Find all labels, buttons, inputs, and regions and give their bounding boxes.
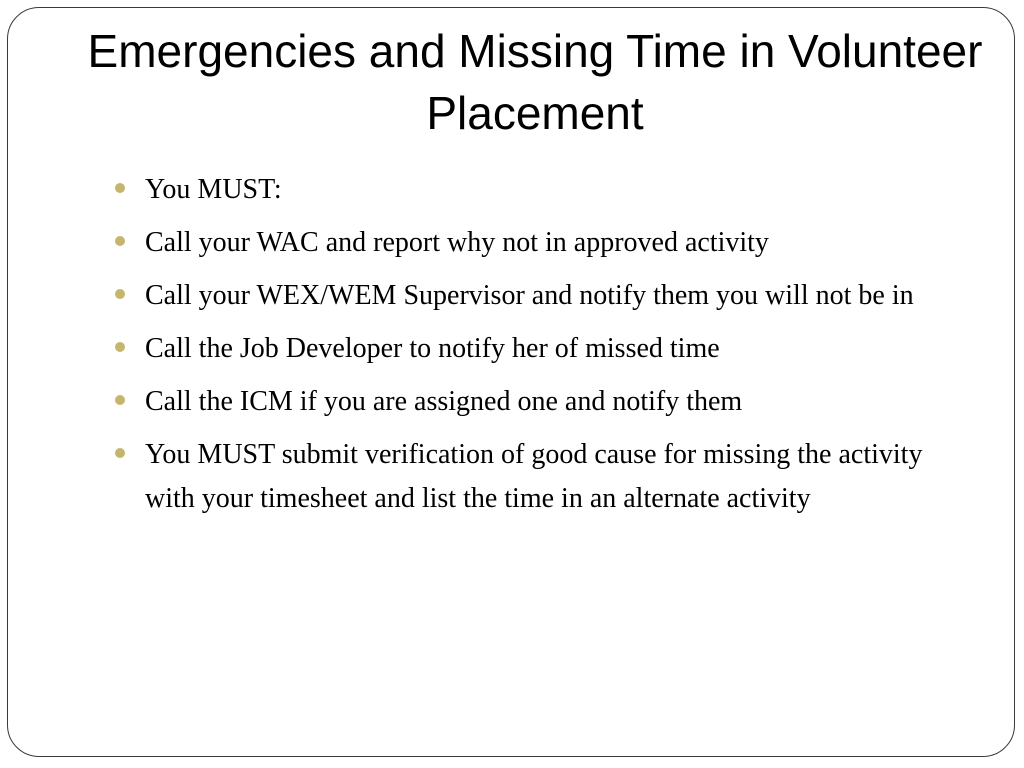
bullet-item: [113, 380, 963, 424]
bullet-dot-icon: [115, 236, 125, 246]
bullet-list: [113, 168, 963, 530]
bullet-dot-icon: [115, 448, 125, 458]
bullet-dot-icon: [115, 342, 125, 352]
bullet-text: You MUST:: [145, 174, 282, 205]
bullet-item: [113, 221, 963, 265]
bullet-dot-icon: [115, 395, 125, 405]
bullet-dot-icon: [115, 183, 125, 193]
bullet-text: Call your WEX/WEM Supervisor and notify them you will not be in: [145, 280, 914, 311]
bullet-item: [113, 327, 963, 371]
bullet-dot-icon: [115, 289, 125, 299]
bullet-text: You MUST submit verification of good cause for missing the activity with your timesheet and list the time in an alternate activity: [145, 439, 923, 514]
bullet-item: [113, 168, 963, 212]
bullet-item: [113, 274, 963, 318]
bullet-text: Call the ICM if you are assigned one and notify them: [145, 386, 743, 417]
bullet-text: Call your WAC and report why not in approved activity: [145, 227, 769, 258]
slide-title: Emergencies and Missing Time in Volunteer Placement: [87, 25, 983, 139]
bullet-item: [113, 433, 963, 521]
bullet-text: Call the Job Developer to notify her of missed time: [145, 333, 720, 364]
